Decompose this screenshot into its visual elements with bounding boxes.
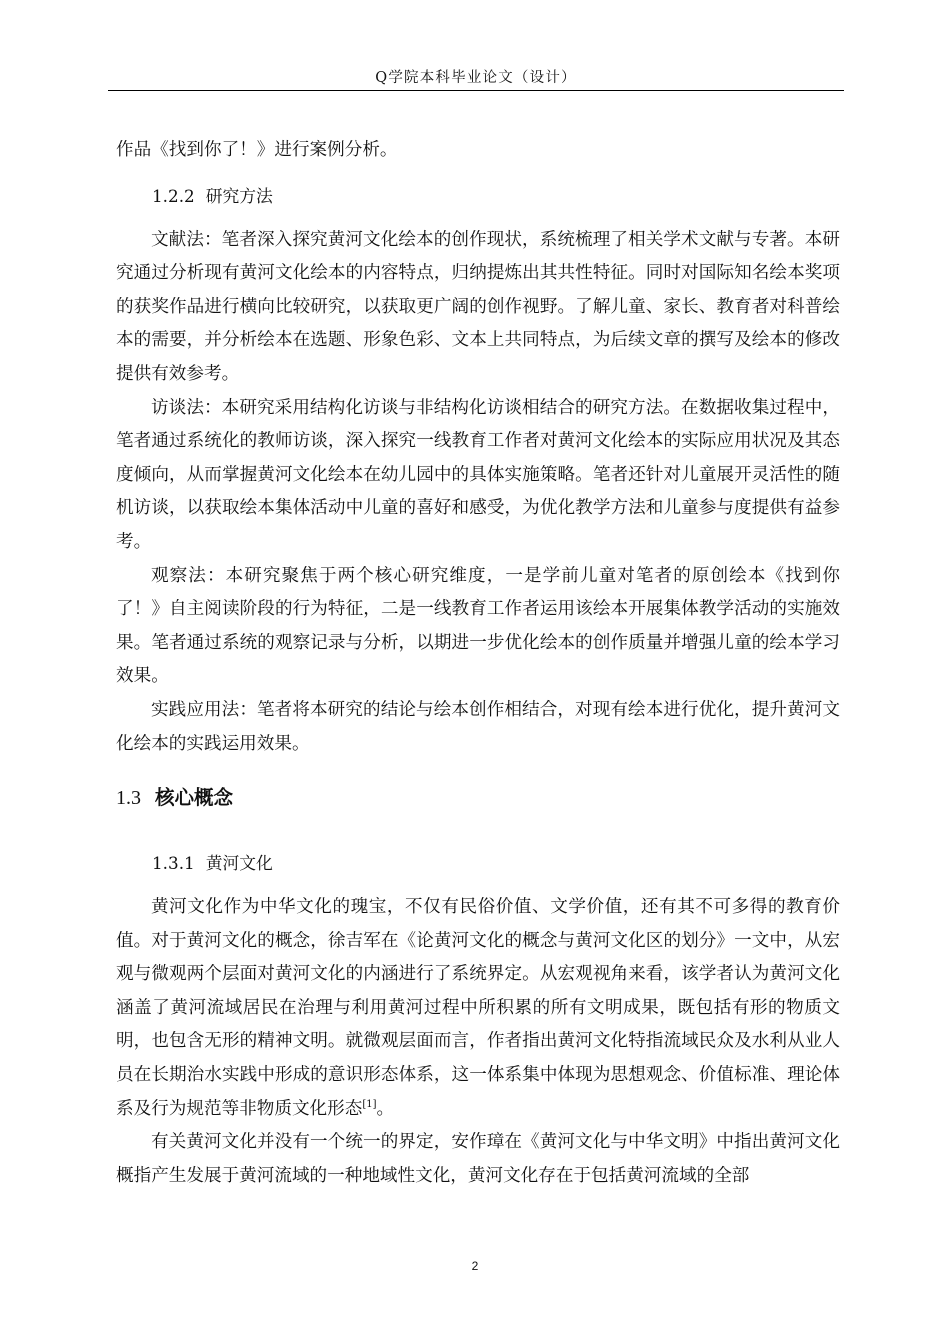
section-heading-1-3-1: [116, 835, 840, 891]
paragraph-end-mark: 。: [376, 1098, 395, 1119]
document-body: [116, 134, 840, 1193]
section-number: 1.2.2: [152, 185, 195, 206]
running-header: Q学院本科毕业论文（设计）: [375, 70, 577, 86]
header-divider: [108, 90, 844, 91]
section-heading-1-3: [116, 761, 840, 835]
paragraph-observation-method: 观察法：本研究聚焦于两个核心研究维度，一是学前儿童对笔者的原创绘本《找到你了！》自主阅读阶段的行为特征，二是一线教育工作者运用该绘本开展集体教学活动的实施效果。笔者通过系统的观察记录与分析，以期进一步优化绘本的创作质量并增强儿童的绘本学习效果。: [116, 565, 840, 687]
section-number: 1.3.1: [152, 853, 195, 874]
paragraph-continuation: 作品《找到你了！》进行案例分析。: [116, 140, 398, 160]
section-title: 黄河文化: [205, 853, 273, 874]
citation-reference[interactable]: [1]: [362, 1098, 377, 1110]
paragraph-literature-method: 文献法：笔者深入探究黄河文化绘本的创作现状，系统梳理了相关学术文献与专著。本研究通过分析现有黄河文化绘本的内容特点，归纳提炼出其共性特征。同时对国际知名绘本奖项的获奖作品进行横向比较研究，以获取更广阔的创作视野。了解儿童、家长、教育者对科普绘本的需要，并分析绘本在选题、形象色彩、文本上共同特点，为后续文章的撰写及绘本的修改提供有效参考。: [116, 229, 840, 384]
page-number: 2: [471, 1259, 479, 1273]
paragraph-yellow-river-culture-scope: 有关黄河文化并没有一个统一的界定，安作璋在《黄河文化与中华文明》中指出黄河文化概指产生发展于黄河流域的一种地域性文化，黄河文化存在于包括黄河流域的全部: [116, 1132, 840, 1186]
section-title: 研究方法: [205, 185, 273, 206]
paragraph-interview-method: 访谈法：本研究采用结构化访谈与非结构化访谈相结合的研究方法。在数据收集过程中，笔者通过系统化的教师访谈，深入探究一线教育工作者对黄河文化绘本的实际应用状况及其态度倾向，从而掌握黄河文化绘本在幼儿园中的具体实施策略。笔者还针对儿童展开灵活性的随机访谈，以获取绘本集体活动中儿童的喜好和感受，为优化教学方法和儿童参与度提供有益参考。: [116, 397, 840, 552]
paragraph-practice-method: 实践应用法：笔者将本研究的结论与绘本创作相结合，对现有绘本进行优化，提升黄河文化绘本的实践运用效果。: [116, 699, 840, 754]
section-number: 1.3: [116, 787, 141, 810]
paragraph-text: 黄河文化作为中华文化的瑰宝，不仅有民俗价值、文学价值，还有其不可多得的教育价值。对于黄河文化的概念，徐吉军在《论黄河文化的概念与黄河文化区的划分》一文中，从宏观与微观两个层面对黄河文化的内涵进行了系统界定。从宏观视角来看，该学者认为黄河文化涵盖了黄河流域居民在治理与利用黄河过程中所积累的所有文明成果，既包括有形的物质文明，也包含无形的精神文明。就微观层面而言，作者指出黄河文化特指流域民众及水利从业人员在长期治水实践中形成的意识形态体系，这一体系集中体现为思想观念、价值标准、理论体系及行为规范等非物质文化形态: [116, 897, 840, 1119]
paragraph-yellow-river-culture-definition: [116, 891, 840, 1126]
section-heading-1-2-2: [116, 168, 840, 224]
section-title: 核心概念: [155, 786, 234, 810]
